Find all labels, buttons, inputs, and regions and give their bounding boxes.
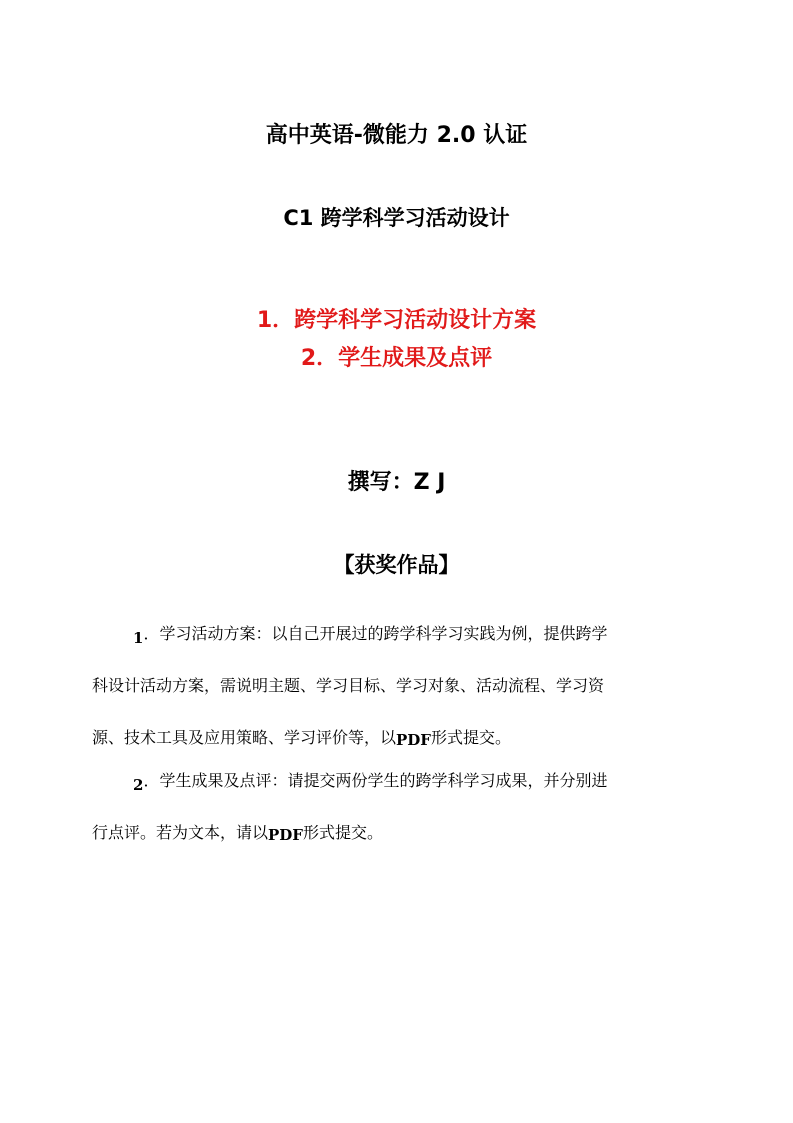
document-subtitle: C1 跨学科学习活动设计 [283,206,510,230]
paragraph-2-text-1: ．学生成果及点评：请提交两份学生的跨学科学习成果，并分别进 [143,771,608,790]
paragraph-2-pdf: PDF [268,826,303,844]
paragraph-1-text-1: ．学习活动方案：以自己开展过的跨学科学习实践为例，提供跨学 [143,624,608,643]
paragraph-2-text-2a: 行点评。若为文本，请以 [92,823,269,842]
paragraph-1-line-1 [92,608,692,660]
paragraph-2-number: 2 [133,776,144,794]
paragraph-2 [92,755,692,859]
paragraph-2-line-2 [92,807,692,859]
author-line: 撰写：Z J [347,470,446,495]
paragraph-2-line-1 [92,755,692,807]
paragraph-1-text-3a: 源、技术工具及应用策略、学习评价等，以 [92,728,397,747]
paragraph-1-number: 1 [133,629,144,647]
paragraph-2-text-2b: 形式提交。 [302,823,383,842]
paragraph-1-text-3b: 形式提交。 [430,728,511,747]
paragraph-1 [92,608,692,764]
paragraph-1-line-2: 科设计活动方案，需说明主题、学习目标、学习对象、活动流程、学习资 [92,676,605,695]
item-1-heading: 1．跨学科学习活动设计方案 [256,308,537,333]
paragraph-1-pdf: PDF [396,731,431,749]
item-2-heading: 2．学生成果及点评 [300,346,493,371]
document-title: 高中英语-微能力 2.0 认证 [265,123,528,148]
award-heading: 【获奖作品】 [333,553,460,577]
